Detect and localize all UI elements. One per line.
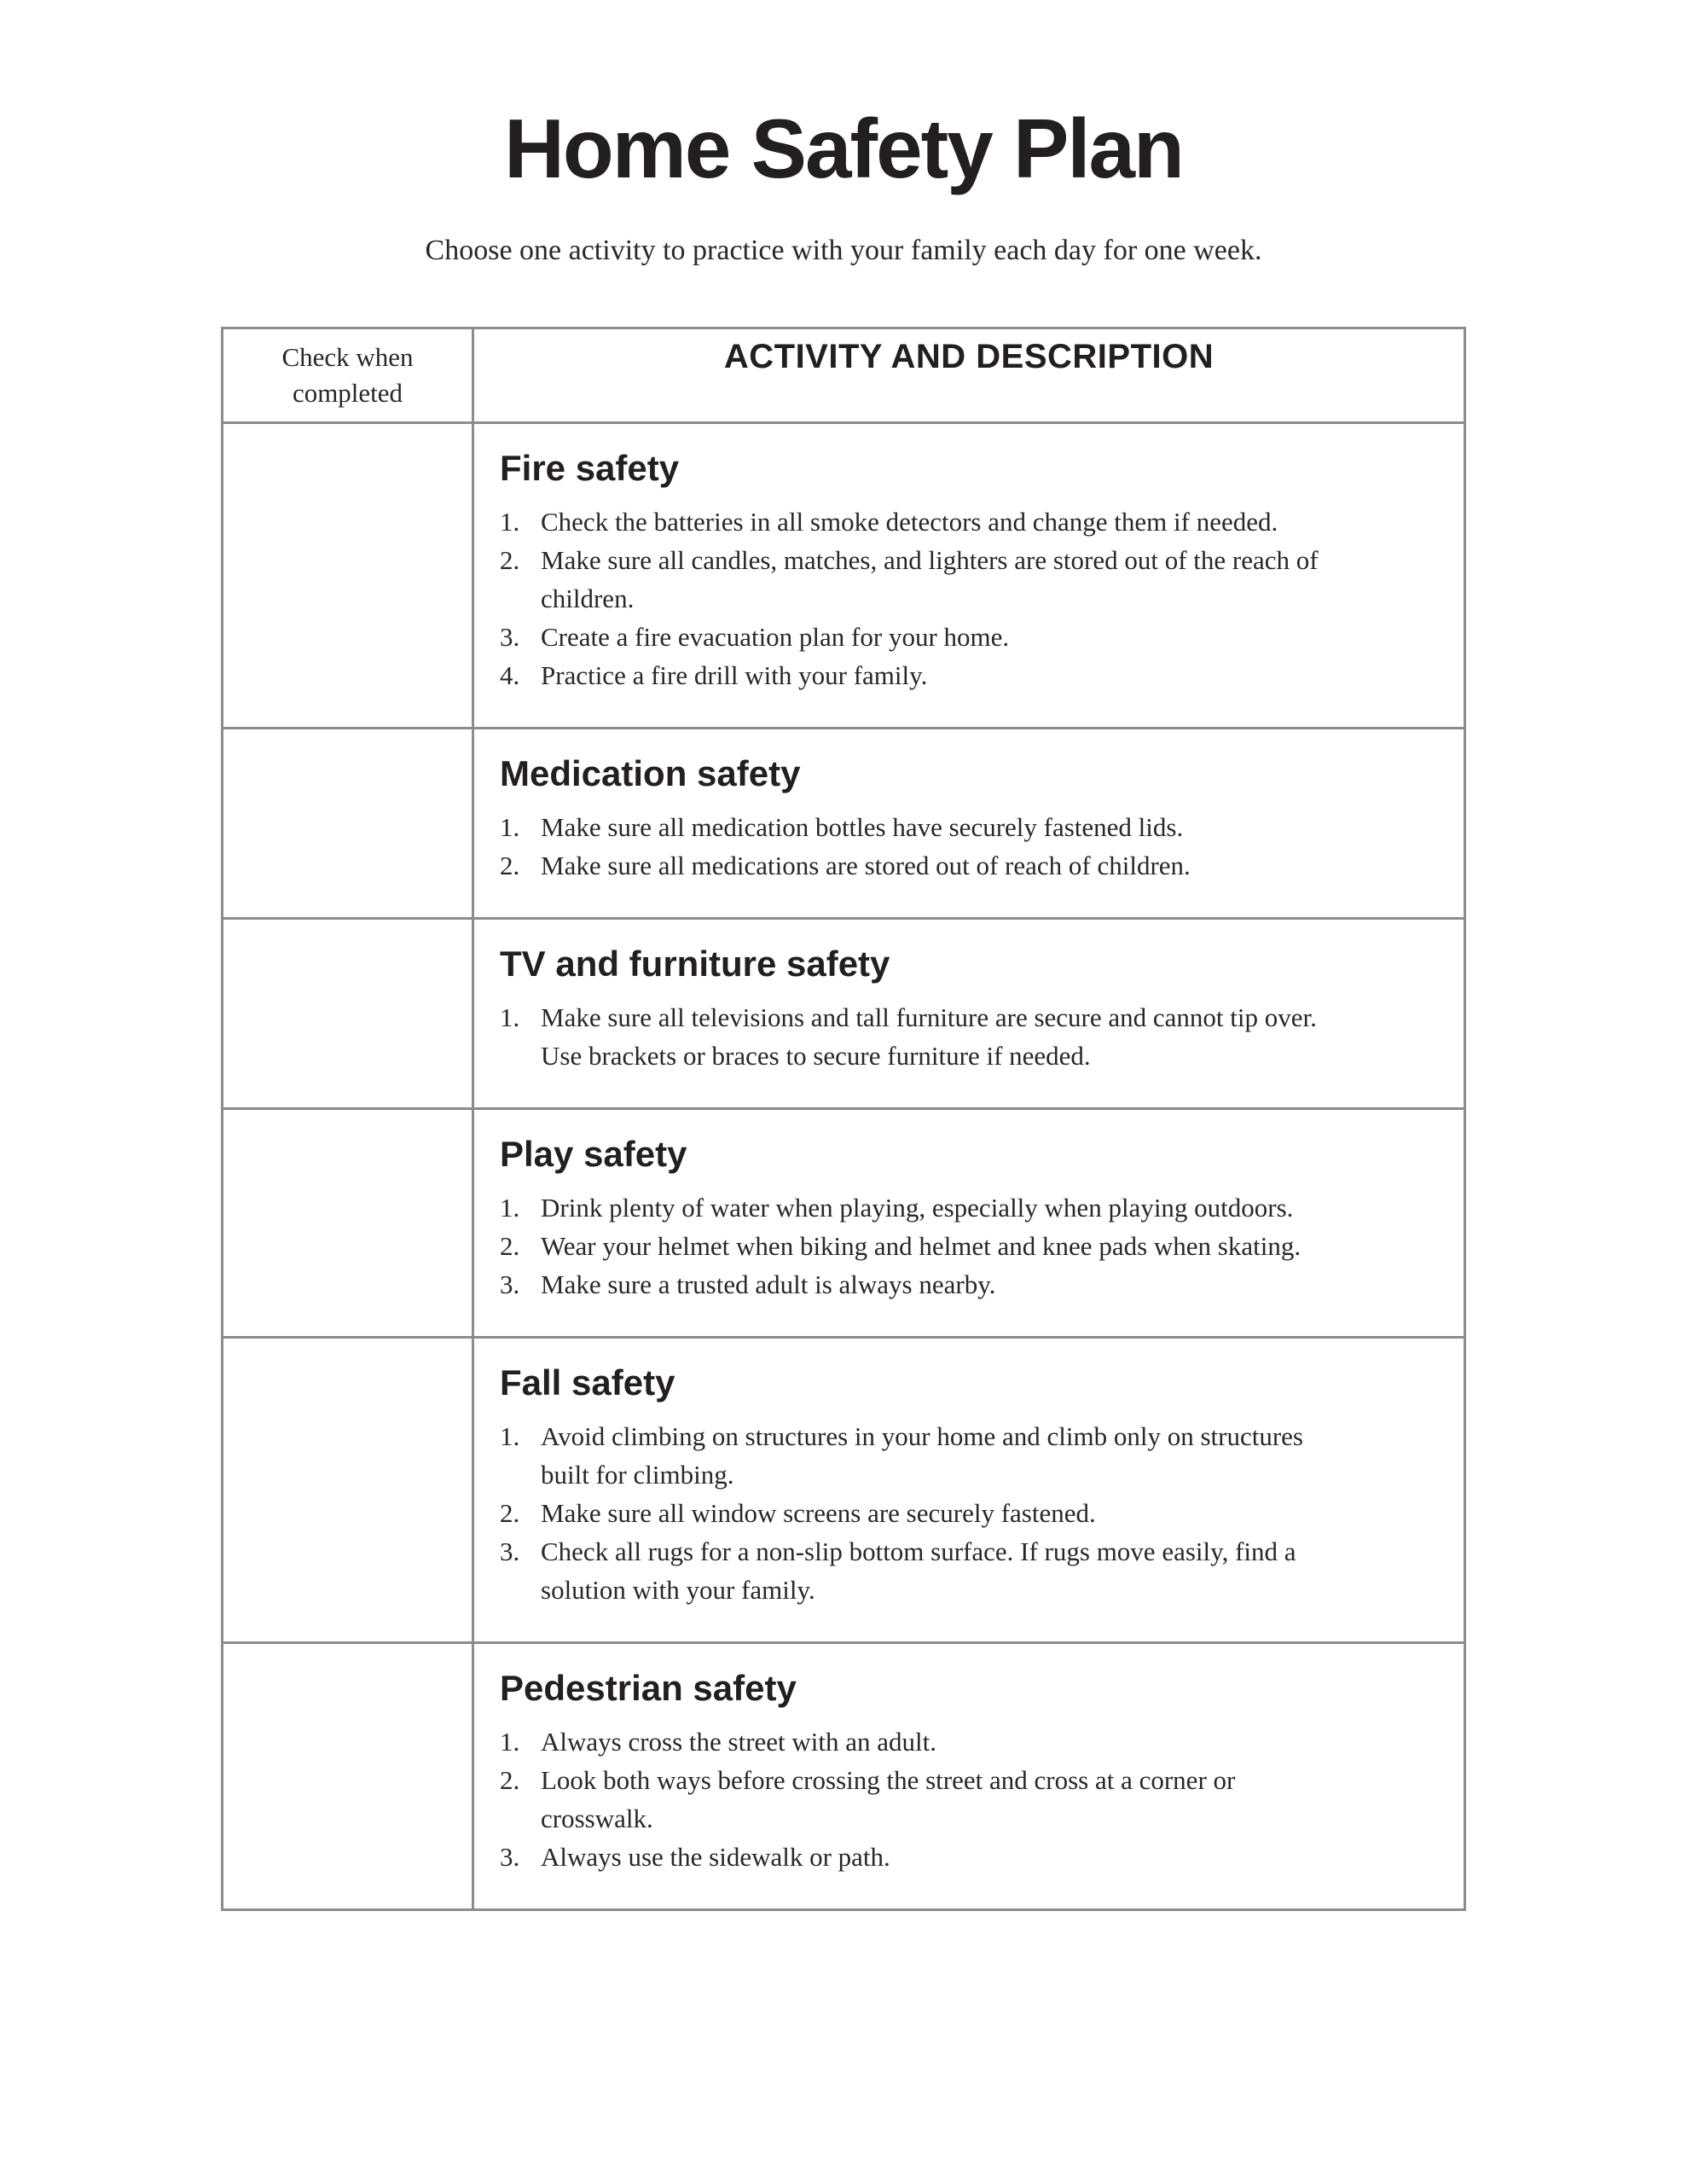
activity-item: Look both ways before crossing the street and cross at a corner or crosswalk. (541, 1765, 1236, 1833)
check-cell (223, 729, 473, 919)
page-subtitle: Choose one activity to practice with your family each day for one week. (425, 235, 1262, 266)
section-heading: Fire safety (500, 448, 680, 488)
section-item-list (500, 998, 1344, 1075)
check-cell (223, 423, 473, 729)
activity-item: Make sure all medications are stored out of reach of children. (541, 851, 1191, 880)
activity-cell (473, 423, 1465, 729)
activity-item: Make sure all televisions and tall furniture are secure and cannot tip over. Use brackets or braces to secure furniture if needed. (541, 1002, 1317, 1071)
check-cell (223, 919, 473, 1109)
activity-cell (473, 919, 1465, 1109)
activity-item: Make sure all candles, matches, and lighters are stored out of the reach of children. (541, 545, 1319, 613)
activity-and-description-header: ACTIVITY AND DESCRIPTION (473, 328, 1465, 423)
activity-item: Practice a fire drill with your family. (541, 660, 928, 690)
section-item-list (500, 502, 1344, 694)
activity-item: Create a fire evacuation plan for your home. (541, 622, 1010, 652)
table-row (223, 1338, 1465, 1643)
section-item-list (500, 1188, 1344, 1304)
check-cell (223, 1109, 473, 1338)
activity-item: Always use the sidewalk or path. (541, 1842, 890, 1872)
activity-item: Make sure all medication bottles have securely fastened lids. (541, 812, 1184, 842)
check-cell (223, 1338, 473, 1643)
section-heading: Fall safety (500, 1362, 675, 1403)
table-row (223, 1109, 1465, 1338)
activity-item: Make sure all window screens are securely fastened. (541, 1498, 1096, 1528)
section-heading: Pedestrian safety (500, 1668, 797, 1708)
section-item-list (500, 1417, 1344, 1609)
table-row (223, 423, 1465, 729)
activity-item: Drink plenty of water when playing, especially when playing outdoors. (541, 1193, 1294, 1223)
table-header-row (223, 328, 1465, 423)
page-title: Home Safety Plan (504, 102, 1183, 195)
activity-item: Make sure a trusted adult is always nearby. (541, 1269, 996, 1299)
section-heading: Play safety (500, 1134, 687, 1174)
table-row (223, 919, 1465, 1109)
section-heading: Medication safety (500, 753, 801, 793)
table-row (223, 1643, 1465, 1910)
section-heading: TV and furniture safety (500, 944, 890, 984)
section-item-list (500, 808, 1344, 885)
activity-cell (473, 729, 1465, 919)
activity-item: Wear your helmet when biking and helmet and knee pads when skating. (541, 1231, 1301, 1261)
activity-cell (473, 1109, 1465, 1338)
activity-item: Always cross the street with an adult. (541, 1727, 937, 1757)
check-when-completed-header: Check when completed (223, 328, 473, 423)
activity-item: Avoid climbing on structures in your home and climb only on structures built for climbing. (541, 1421, 1303, 1490)
section-item-list (500, 1722, 1344, 1876)
activity-item: Check all rugs for a non-slip bottom surface. If rugs move easily, find a solution with your family. (541, 1536, 1296, 1605)
activity-table (221, 327, 1466, 1911)
activity-cell (473, 1338, 1465, 1643)
table-row (223, 729, 1465, 919)
activity-cell (473, 1643, 1465, 1910)
activity-item: Check the batteries in all smoke detectors and change them if needed. (541, 507, 1278, 537)
check-cell (223, 1643, 473, 1910)
